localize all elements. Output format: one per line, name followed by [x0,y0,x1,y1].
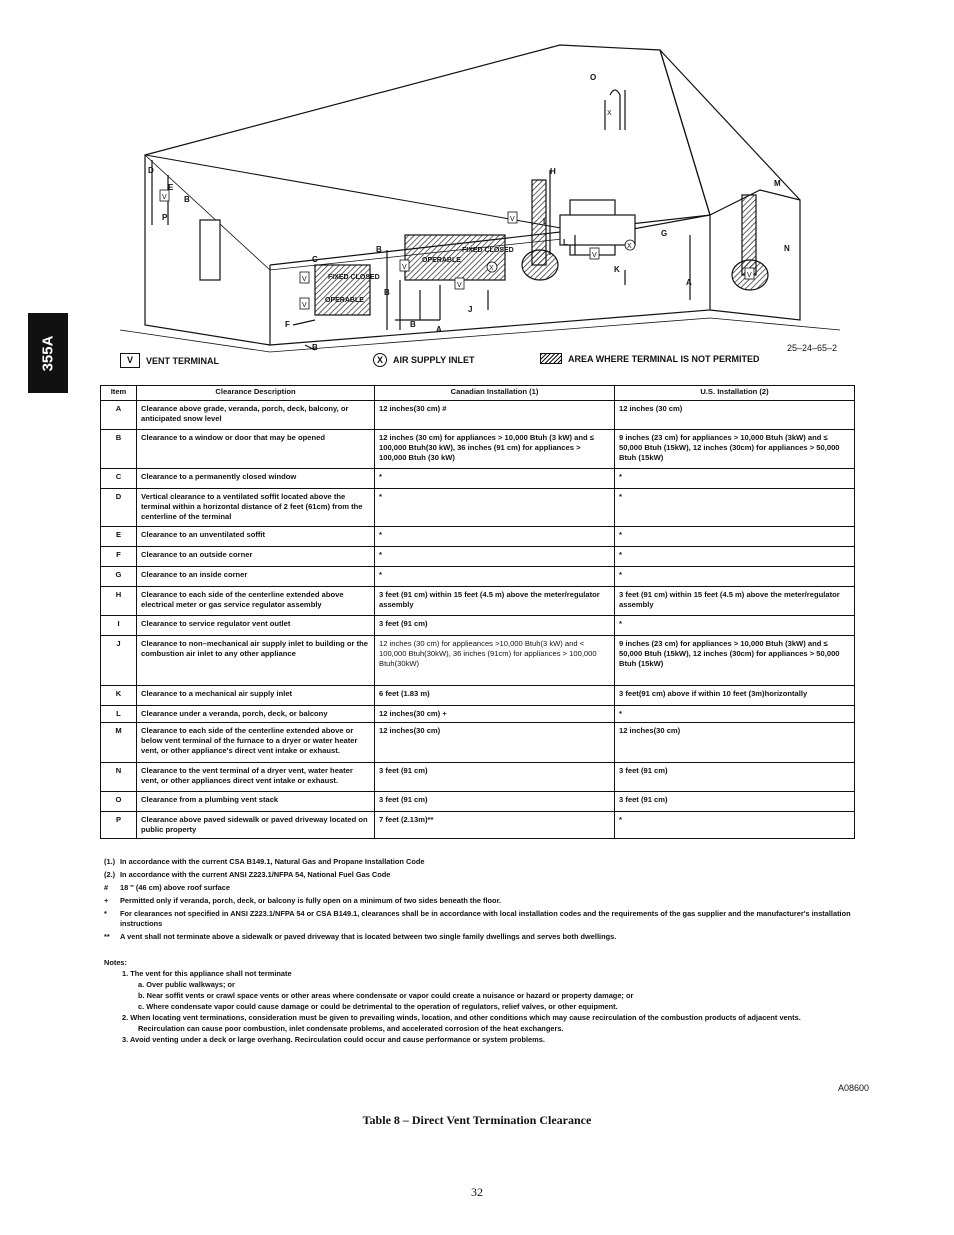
label-b-1: B [184,195,190,204]
label-m: M [774,179,781,188]
label-b-4: B [410,320,416,329]
table-footnotes [104,857,854,945]
table-row: G Clearance to an inside corner * * [101,567,855,587]
table-row: N Clearance to the vent terminal of a dryer vent, water heater vent, or other appliances direct vent intake or exhaust. 3 feet (91 cm) 3 feet (91 cm) [101,763,855,792]
table-row: A Clearance above grade, veranda, porch, deck, balcony, or anticipated snow level 12 inches(30 cm) # 12 inches (30 cm) [101,401,855,430]
label-h: H [550,167,556,176]
label-b-2: B [376,245,382,254]
air-inlet-symbol-1: X [489,265,494,272]
label-j: J [468,305,473,314]
header-description: Clearance Description [137,386,375,401]
legend-vent-terminal [120,353,219,368]
vent-terminal-icon: V [120,353,140,368]
note-1b: b. Near soffit vents or crawl space vents or other areas where condensate or vapor could create a nuisance or hazard or property damage; or [138,991,634,1000]
label-i: I [543,217,546,226]
vent-symbol-8: V [747,272,752,279]
figure-id: A08600 [838,1083,870,1093]
footnote: # 18 ″ (46 cm) above roof surface [104,883,230,892]
header-item: Item [101,386,137,401]
label-operable-2: OPERABLE [422,257,461,264]
legend-air-label: AIR SUPPLY INLET [393,355,475,365]
label-fixed-closed-2: FIXED CLOSED [462,247,514,254]
table-header-row [101,386,855,401]
label-g: G [661,229,668,238]
table-row: C Clearance to a permanently closed window * * [101,469,855,489]
note-2-continued: Recirculation can cause poor combustion, inlet condensate problems, and accelerated corrosion of the heat exchangers. [138,1024,564,1033]
table-row: B Clearance to a window or door that may be opened 12 inches (30 cm) for appliances > 10,000 Btuh (3 kW) and ≤ 100,000 Btuh(30 kW), 36 inches (91 cm) for appliances > 100,000 Btuh (30 kW) 9 inches (23 cm) for appliances > 10,000 Btuh (3kW) and ≤ 50,000 Btuh (15kW), 12 inches (30cm) for appliances > 50,000 Btuh (15kW) [101,430,855,469]
header-canadian: Canadian Installation (1) [375,386,615,401]
table-row: J Clearance to non–mechanical air supply inlet to building or the combustion air inlet to any other appliance 12 inches (30 cm) for applieances >10,000 Btuh(3 kW) and < 100,000 Btuh(30kW), 36 inches (91cm) for appliances > 100,000 Btuh(30kW) 9 inches (23 cm) for appliances > 10,000 Btuh (3kW) and ≤ 50,000 Btuh (15kW), 12 inches (30cm) for appliances > 50,000 Btuh (15kW) [101,636,855,686]
label-operable-1: OPERABLE [325,297,364,304]
label-p: P [162,213,168,222]
label-o: O [590,73,597,82]
label-l: L [563,238,568,247]
label-e: E [168,183,174,192]
air-inlet-symbol-2: X [627,243,632,250]
table-row: M Clearance to each side of the centerline extended above or below vent terminal of the furnace to a dryer or water heater vent, or other appliance's direct vent intake or exhaust. 12 inches(30 cm) 12 inches(30 cm) [101,723,855,763]
legend-hatch-label: AREA WHERE TERMINAL IS NOT PERMITED [568,353,760,364]
label-a: A [436,325,442,334]
table-caption: Table 8 – Direct Vent Termination Clearance [362,1113,592,1127]
label-f: F [285,320,290,329]
label-a-2: A [686,278,692,287]
label-b-3: B [384,288,390,297]
table-row: H Clearance to each side of the centerline extended above electrical meter or gas service regulator assembly 3 feet (91 cm) within 15 feet (4.5 m) above the meter/regulator assembly 3 feet (91 cm) within 15 feet (4.5 m) above the meter/regulator assembly [101,587,855,616]
label-n: N [784,244,790,253]
note-1a: a. Over public walkways; or [138,980,235,989]
note-3: 3. Avoid venting under a deck or large overhang. Recirculation could occur and cause performance or system problems. [122,1035,545,1044]
roof-x-label: X [607,110,612,117]
label-fixed-closed-1: FIXED CLOSED [328,274,380,281]
vent-symbol-4: V [402,264,407,271]
table-row: K Clearance to a mechanical air supply inlet 6 feet (1.83 m) 3 feet(91 cm) above if within 10 feet (3m)horizontally [101,686,855,706]
vent-symbol-3: V [302,302,307,309]
label-d: D [148,166,154,175]
section-tab [28,313,68,393]
legend-vent-label: VENT TERMINAL [146,355,220,366]
footnote: (1.) In accordance with the current CSA B149.1, Natural Gas and Propane Installation Code [104,857,425,866]
vent-symbol-7: V [592,252,597,259]
hatch-area-icon [540,353,562,364]
note-1c: c. Where condensate vapor could cause damage or could be detrimental to the operation of regulators, relief valves, or other equipment. [138,1002,618,1011]
table-row: O Clearance from a plumbing vent stack 3 feet (91 cm) 3 feet (91 cm) [101,792,855,812]
table-row: L Clearance under a veranda, porch, deck, or balcony 12 inches(30 cm) + * [101,706,855,723]
table-row: I Clearance to service regulator vent outlet 3 feet (91 cm) * [101,616,855,636]
footnote: + Permitted only if veranda, porch, deck, or balcony is fully open on a minimum of two sides beneath the floor. [104,896,502,905]
table-row: F Clearance to an outside corner * * [101,547,855,567]
legend-hatch-area [540,353,760,364]
page-number: 32 [471,1185,483,1199]
vent-symbol-6: V [510,216,515,223]
table-row: E Clearance to an unventilated soffit * * [101,527,855,547]
label-c: C [312,255,318,264]
vent-symbol-1: V [162,194,167,201]
label-k: K [614,265,620,274]
note-2: 2. When locating vent terminations, consideration must be given to prevailing winds, location, and other conditions which may cause recirculation of the combustion products of adjacent vents. [122,1013,801,1022]
vent-symbol-5: V [457,282,462,289]
table-row: D Vertical clearance to a ventilated soffit located above the terminal within a horizontal distance of 2 feet (61cm) from the centerline of the terminal * * [101,489,855,527]
section-tab-label: 355A [39,335,57,371]
table-row: P Clearance above paved sidewalk or paved driveway located on public property 7 feet (2.13m)** * [101,812,855,839]
legend-air-supply [373,353,475,367]
notes-heading: Notes: [104,958,127,967]
air-supply-inlet-icon: X [373,353,387,367]
figure-code: 25–24–65–2 [787,343,838,353]
footnote: ** A vent shall not terminate above a sidewalk or paved driveway that is located between two single family dwellings and serves both dwellings. [104,932,617,941]
note-1: 1. The vent for this appliance shall not terminate [122,969,292,978]
footnote: (2.) In accordance with the current ANSI Z223.1/NFPA 54, National Fuel Gas Code [104,870,391,879]
notes-section [104,957,854,1045]
vent-clearance-diagram [100,40,860,360]
header-us: U.S. Installation (2) [615,386,855,401]
footnote: * For clearances not specified in ANSI Z223.1/NFPA 54 or CSA B149.1, clearances shall be in accordance with local installation codes and the requirements of the gas supplier and the manufacturer's installation instructions [104,909,851,928]
vent-symbol-2: V [302,276,307,283]
label-b-5: B [312,343,318,352]
clearance-table [100,385,855,839]
